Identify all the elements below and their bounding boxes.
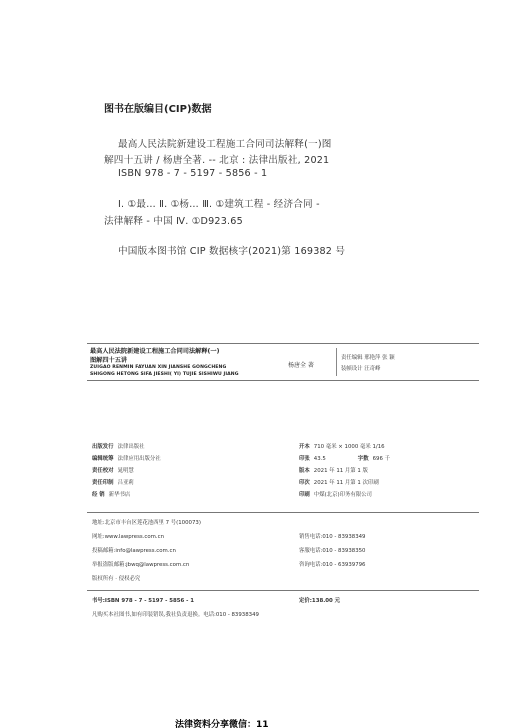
contact-report-email: 举报盗版邮箱:jbwq@lawpress.com.cn xyxy=(92,562,190,568)
footer-isbn: 书号:ISBN 978 - 7 - 5197 - 5856 - 1 xyxy=(92,598,195,604)
publish-row: 印张 43.5 字数 696 千 xyxy=(299,456,390,462)
card-designer: 装帧设计 汪奇峰 xyxy=(341,366,381,372)
publish-row: 印次 2021 年 11 月第 1 次印刷 xyxy=(299,480,379,486)
contact-email: 投稿邮箱:info@lawpress.com.cn xyxy=(92,548,176,554)
card-separator xyxy=(336,348,337,376)
contact-web: 网址:www.lawpress.com.cn xyxy=(92,534,165,540)
card-pinyin-1: ZUIGAO RENMIN FAYUAN XIN JIANSHE GONGCHENG xyxy=(90,365,227,370)
contact-sales-phone: 销售电话:010 - 83938349 xyxy=(299,534,366,540)
cip-classification-2: 法律解释 - 中国 Ⅳ. ①D923.65 xyxy=(104,216,243,227)
cip-line-1: 最高人民法院新建设工程施工合同司法解释(一)图 xyxy=(118,139,332,150)
publish-info-left xyxy=(92,442,161,502)
publish-row: 版本 2021 年 11 月第 1 版 xyxy=(299,468,368,474)
divider xyxy=(87,512,479,513)
card-editor: 责任编辑 邢艳萍 张 颖 xyxy=(341,355,395,361)
publish-row: 经 销 新华书店 xyxy=(92,492,131,498)
publish-row: 出版发行 法律出版社 xyxy=(92,444,145,450)
footer-notice: 凡购买本社图书,如有印装错误,我社负责退换。电话:010 - 83938349 xyxy=(92,612,259,618)
card-title-2: 图解四十五讲 xyxy=(90,357,128,364)
card-title-1: 最高人民法院新建设工程施工合同司法解释(一) xyxy=(90,348,220,355)
card-pinyin-2: SHIGONG HETONG SIFA JIESHI( YI) TUJIE SISHIWU JIANG xyxy=(90,372,239,377)
book-card xyxy=(87,343,479,381)
publish-row: 开本 710 毫米 × 1000 毫米 1/16 xyxy=(299,444,385,450)
contact-address: 地址:北京市丰台区莲花池西里 7 号(100073) xyxy=(92,520,201,526)
card-author: 杨唐全 著 xyxy=(288,362,314,369)
publish-row: 责任校对 晁明慧 xyxy=(92,468,134,474)
divider xyxy=(87,590,479,591)
contact-service-phone: 客服电话:010 - 83938350 xyxy=(299,548,366,554)
cip-title: 图书在版编目(CIP)数据 xyxy=(104,104,212,115)
footer-price: 定价:138.00 元 xyxy=(299,598,341,604)
publish-row: 印刷 中煤(北京)印务有限公司 xyxy=(299,492,372,498)
cip-isbn: ISBN 978 - 7 - 5197 - 5856 - 1 xyxy=(118,168,268,179)
bottom-watermark-text: 法律资料分享微信：11 xyxy=(175,720,269,728)
cip-line-2: 解四十五讲 / 杨唐全著. -- 北京 : 法律出版社, 2021 xyxy=(104,155,330,166)
cip-record-number: 中国版本图书馆 CIP 数据核字(2021)第 169382 号 xyxy=(118,246,346,257)
publish-row: 编辑统筹 法律应用出版分社 xyxy=(92,456,161,462)
copyright-notice: 版权所有 · 侵权必究 xyxy=(92,576,141,582)
cip-classification-1: Ⅰ. ①最… Ⅱ. ①杨… Ⅲ. ①建筑工程 - 经济合同 - xyxy=(118,199,320,210)
publish-row: 责任印制 吕亚莉 xyxy=(92,480,134,486)
publish-info-right xyxy=(299,442,390,502)
contact-consult-phone: 咨询电话:010 - 63939796 xyxy=(299,562,366,568)
